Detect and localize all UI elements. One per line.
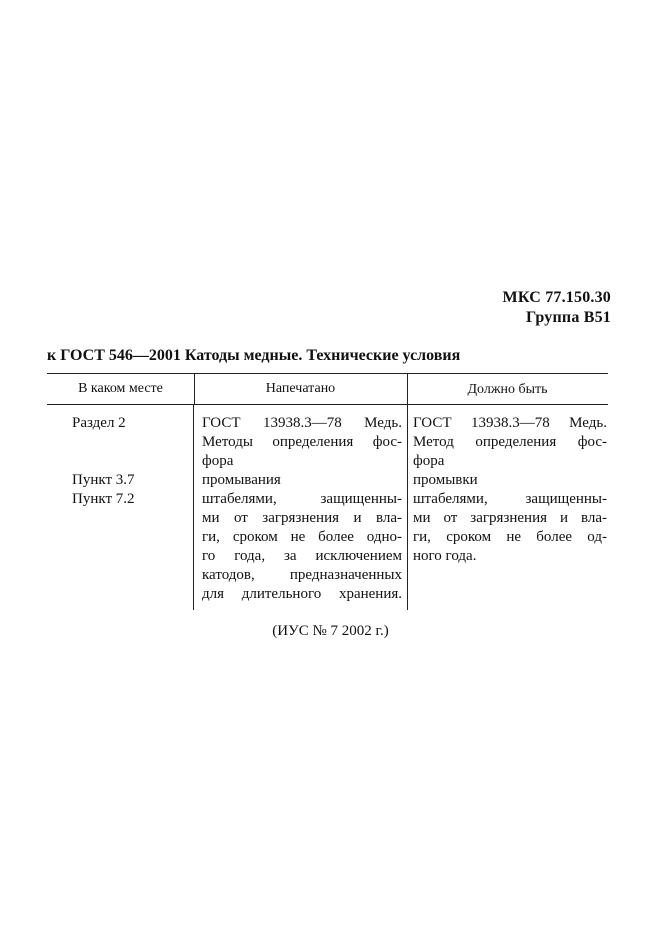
printed-line: фора	[202, 453, 234, 469]
should-be-cell	[413, 414, 607, 566]
table-top-rule	[47, 373, 608, 374]
amendment-table	[47, 373, 608, 610]
printed-line: го года, за исключением	[202, 548, 402, 564]
printed-line: штабелями, защищенны-	[202, 491, 402, 507]
printed-line: катодов, предназначенных	[202, 567, 402, 583]
should-be-line: ми от загрязнения и вла-	[413, 510, 607, 526]
printed-line: промывания	[202, 472, 281, 488]
location-cell	[72, 414, 126, 433]
location-item: Пункт 3.7	[72, 472, 135, 488]
should-be-line: Метод определения фос-	[413, 434, 607, 450]
printed-cell	[202, 414, 402, 604]
location-cell	[72, 471, 135, 509]
should-be-line: фора	[413, 453, 445, 469]
column-header-printed: Напечатано	[265, 381, 336, 396]
should-be-line: ного года.	[413, 548, 477, 564]
classification-codes	[503, 288, 611, 328]
ius-reference: (ИУС № 7 2002 г.)	[272, 623, 389, 639]
location-item: Пункт 7.2	[72, 491, 135, 507]
table-header-rule	[47, 404, 608, 405]
should-be-line: промывки	[413, 472, 478, 488]
location-item: Раздел 2	[72, 415, 126, 431]
should-be-line: штабелями, защищенны-	[413, 491, 607, 507]
column-divider-2	[407, 373, 408, 610]
printed-line: ГОСТ 13938.3—78 Медь.	[202, 415, 402, 431]
column-header-should-be: Должно быть	[467, 382, 548, 397]
should-be-line: ги, сроком не более од-	[413, 529, 607, 545]
mks-code: МКС 77.150.30	[502, 289, 611, 306]
column-header-location: В каком месте	[78, 381, 163, 396]
should-be-line: ГОСТ 13938.3—78 Медь.	[413, 415, 607, 431]
printed-line: ми от загрязнения и вла-	[202, 510, 402, 526]
printed-line: Методы определения фос-	[202, 434, 402, 450]
amendment-title: к ГОСТ 546—2001 Катоды медные. Технические условия	[47, 347, 461, 364]
column-divider-1	[193, 404, 194, 610]
printed-line: ги, сроком не более одно-	[202, 529, 402, 545]
group-code: Группа В51	[526, 309, 611, 326]
printed-line: для длительного хранения.	[202, 586, 402, 602]
